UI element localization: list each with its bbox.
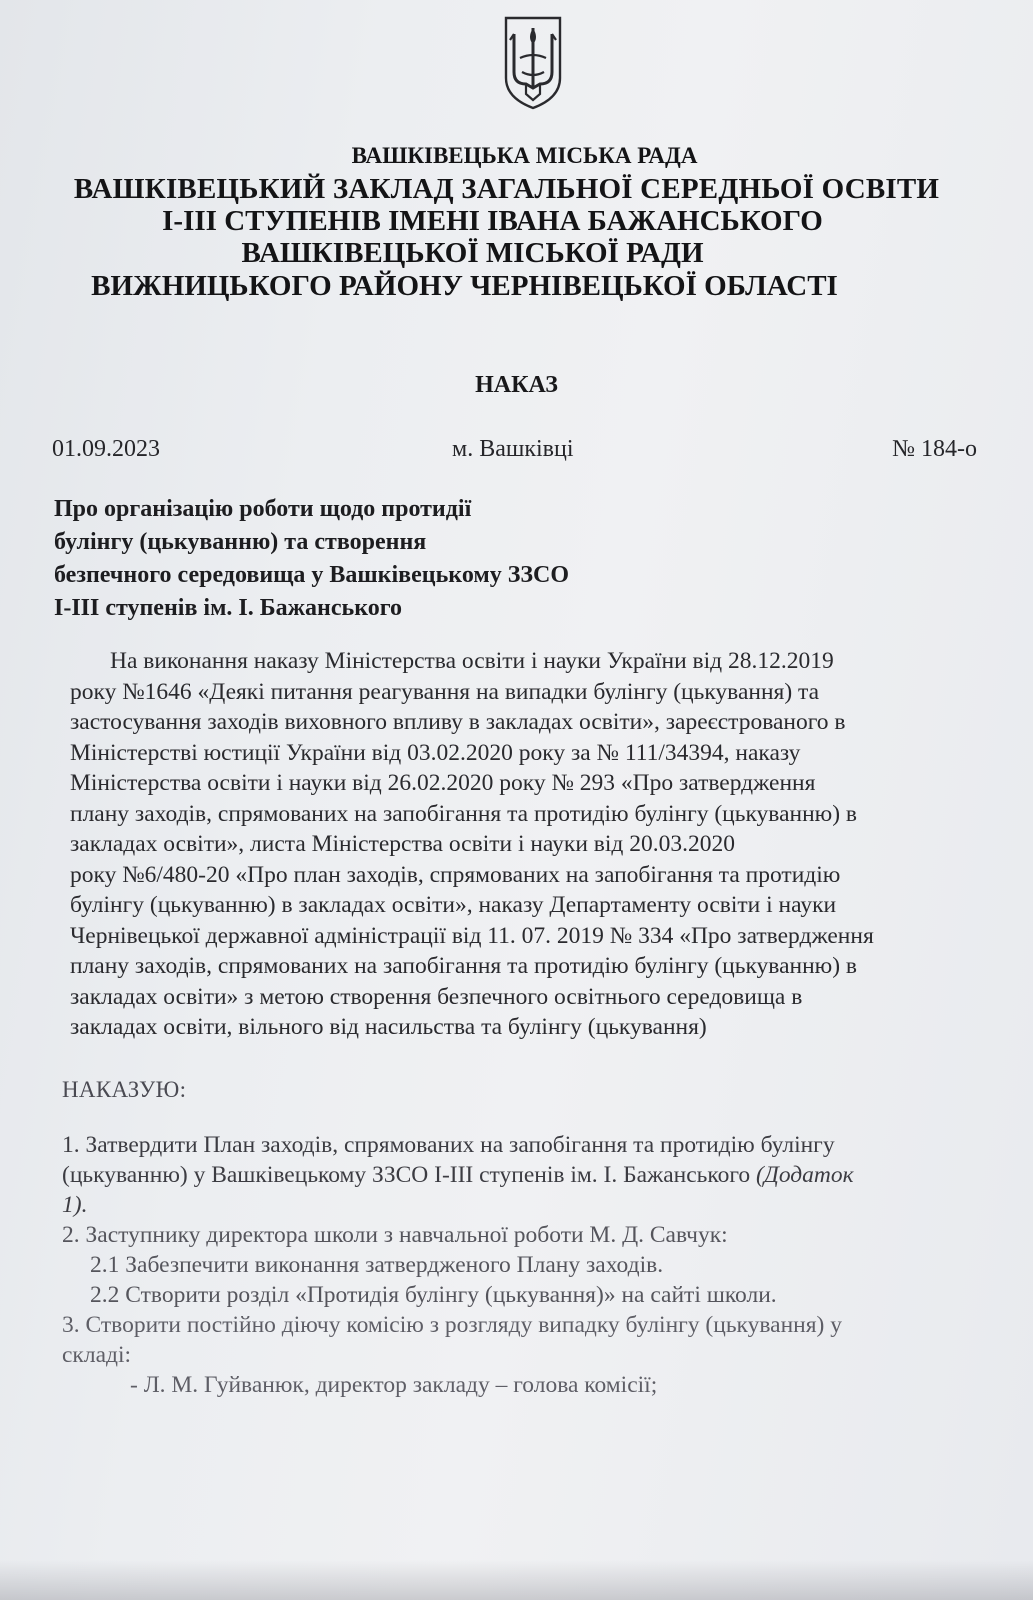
preamble-line: Міністерстві юстиції України від 03.02.2020 року за № 111/34394, наказу	[70, 739, 801, 766]
subject-line: І-ІІІ ступенів ім. І. Бажанського	[54, 595, 403, 621]
decree-word: НАКАЗУЮ:	[62, 1077, 187, 1102]
institution-name-line-2: І-ІІІ СТУПЕНІВ ІМЕНІ ІВАНА БАЖАНСЬКОГО	[162, 205, 823, 237]
trident-emblem-icon	[500, 14, 566, 112]
commission-member: - Л. М. Гуйванюк, директор закладу – голова комісії;	[130, 1372, 658, 1398]
subject-line: безпечного середовища у Вашківецькому ЗЗСО	[54, 562, 570, 588]
item-1-line: 1).	[62, 1192, 88, 1218]
preamble-line: булінгу (цькуванню) в закладах освіти», наказу Департаменту освіти і науки	[70, 892, 837, 918]
item-1-text: (цькуванню) у Вашківецькому ЗЗСО І-ІІІ ступенів ім. І. Бажанського	[62, 1162, 757, 1188]
item-1-line: 1. Затвердити План заходів, спрямованих на запобігання та протидію булінгу	[62, 1132, 835, 1158]
item-2-1: 2.1 Забезпечити виконання затвердженого Плану заходів.	[90, 1252, 664, 1278]
item-1-appendix: (Додаток	[756, 1162, 854, 1188]
item-3-line: складі:	[62, 1342, 132, 1368]
institution-name-line-4: ВИЖНИЦЬКОГО РАЙОНУ ЧЕРНІВЕЦЬКОЇ ОБЛАСТІ	[91, 270, 838, 302]
subject-line: Про організацію роботи щодо протидії	[54, 496, 472, 522]
preamble-line: Чернівецької державної адміністрації від 11. 07. 2019 № 334 «Про затвердження	[70, 922, 874, 949]
preamble-line: плану заходів, спрямованих на запобігання та протидію булінгу (цькуванню) в	[70, 800, 858, 827]
preamble-line: закладах освіти» з метою створення безпечного освітнього середовища в	[70, 983, 803, 1010]
preamble-line: року №6/480-20 «Про план заходів, спрямованих на запобігання та протидію	[70, 861, 841, 888]
institution-name-line-3: ВАШКІВЕЦЬКОЇ МІСЬКОЇ РАДИ	[241, 237, 704, 269]
preamble-line: плану заходів, спрямованих на запобігання та протидію булінгу (цькуванню) в	[70, 953, 858, 979]
preamble-line: року №1646 «Деякі питання реагування на випадки булінгу (цькування) та	[70, 678, 820, 705]
order-place: м. Вашківці	[452, 436, 574, 462]
subject-line: булінгу (цькуванню) та створення	[54, 529, 427, 555]
preamble-paragraph	[70, 646, 1000, 1043]
council-name: ВАШКІВЕЦЬКА МІСЬКА РАДА	[351, 143, 698, 168]
item-3-line: 3. Створити постійно діючу комісію з розгляду випадку булінгу (цькування) у	[62, 1312, 842, 1338]
order-items	[62, 1130, 992, 1400]
preamble-line: застосування заходів виховного впливу в закладах освіти», зареєстрованого в	[70, 709, 846, 735]
institution-name-line-1: ВАШКІВЕЦЬКИЙ ЗАКЛАД ЗАГАЛЬНОЇ СЕРЕДНЬОЇ ОСВІТИ	[73, 173, 940, 205]
order-title: НАКАЗ	[475, 372, 558, 398]
order-number: № 184-о	[892, 436, 977, 462]
preamble-line: закладах освіти», листа Міністерства освіти і науки від 20.03.2020	[70, 831, 735, 857]
preamble-line: Міністерства освіти і науки від 26.02.2020 року № 293 «Про затвердження	[70, 770, 816, 796]
item-2-2: 2.2 Створити розділ «Протидія булінгу (цькування)» на сайті школи.	[90, 1282, 777, 1308]
item-2: 2. Заступнику директора школи з навчальної роботи М. Д. Савчук:	[62, 1222, 728, 1248]
preamble-line: закладах освіти, вільного від насильства та булінгу (цькування)	[70, 1014, 707, 1040]
order-subject	[54, 493, 569, 625]
order-date: 01.09.2023	[52, 436, 160, 462]
item-1-line	[62, 1160, 992, 1190]
preamble-line: На виконання наказу Міністерства освіти і науки України від 28.12.2019	[110, 648, 834, 674]
